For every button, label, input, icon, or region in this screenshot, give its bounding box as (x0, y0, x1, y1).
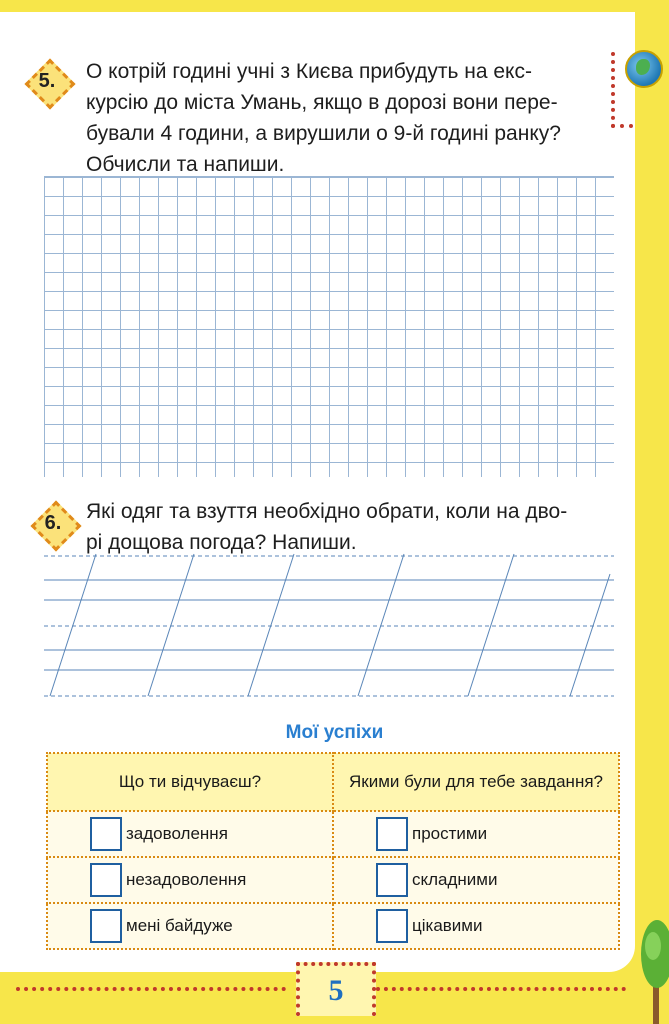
checkbox[interactable] (90, 863, 122, 897)
task-6-text (86, 496, 567, 558)
footer-dotted-line (376, 987, 626, 991)
task-6-number: 6. (44, 512, 62, 534)
option-label: цікавими (412, 916, 483, 935)
task-6-line: рі дощова погода? Напиши. (86, 531, 357, 554)
globe-icon (625, 50, 663, 88)
task-5-number: 5. (38, 70, 56, 92)
task-6-line: Які одяг та взуття необхідно обрати, коли на дво- (86, 500, 568, 523)
checkbox[interactable] (376, 909, 408, 943)
checkbox[interactable] (376, 863, 408, 897)
option-label: простими (412, 824, 488, 843)
task-5-line: курсію до міста Умань, якщо в дорозі вони пере- (86, 91, 558, 114)
writing-lines[interactable] (44, 550, 614, 700)
task-5-line: Обчисли та напиши. (86, 153, 285, 176)
col-header-feelings: Що ти відчуваєш? (47, 753, 333, 811)
task-5-line: О котрій годині учні з Києва прибудуть на екс- (86, 60, 532, 83)
task-6-badge (30, 500, 76, 546)
task-5-badge (24, 58, 70, 104)
page-number: 5 (296, 962, 376, 1016)
option-label: складними (412, 870, 498, 889)
progress-title: Мої успіхи (285, 722, 384, 743)
checkbox[interactable] (376, 817, 408, 851)
option-label: незадоволення (126, 870, 247, 889)
col-header-tasks: Якими були для тебе завдання? (333, 753, 619, 811)
footer-dotted-line (16, 987, 286, 991)
answer-grid[interactable] (44, 176, 614, 477)
task-5-text (86, 56, 561, 180)
self-assessment-table (46, 752, 620, 950)
checkbox[interactable] (90, 817, 122, 851)
option-label: задоволення (126, 824, 228, 843)
tree-icon (631, 906, 669, 1024)
task-5-line: бували 4 години, а вирушили о 9-й годині ранку? (86, 122, 561, 145)
checkbox[interactable] (90, 909, 122, 943)
option-label: мені байдуже (126, 916, 233, 935)
